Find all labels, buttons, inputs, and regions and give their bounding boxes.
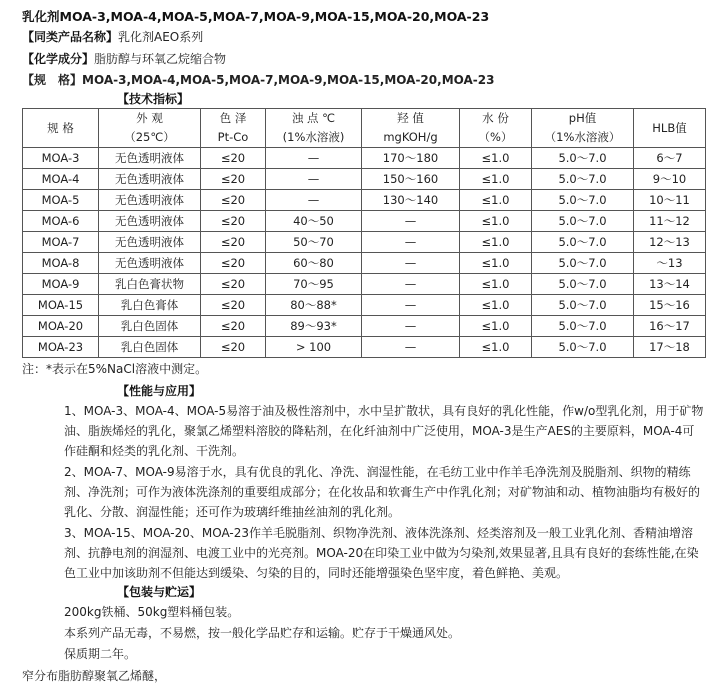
cell-hlb: 10～11 [634,190,706,211]
cell-hlb: 16～17 [634,316,706,337]
cell-ph: 5.0～7.0 [532,190,634,211]
cell-moisture: ≤1.0 [460,148,532,169]
cell-hydroxyl-value: — [362,316,460,337]
table-row [23,148,706,169]
table-row [23,169,706,190]
cell-cloud-point: 40～50 [266,211,362,232]
cell-cloud-point: 70～95 [266,274,362,295]
cell-color: ≤20 [201,316,266,337]
table-row [23,295,706,316]
same-product-value: 乳化剂AEO系列 [118,30,204,44]
cell-cloud-point: 50～70 [266,232,362,253]
cell-cloud-point: > 100 [266,337,362,358]
cell-hlb: 6～7 [634,148,706,169]
cell-moisture: ≤1.0 [460,169,532,190]
cell-hydroxyl-value: — [362,232,460,253]
table-note: 注：*表示在5%NaCl溶液中测定。 [22,362,208,376]
cell-moisture: ≤1.0 [460,253,532,274]
cell-hlb: 15～16 [634,295,706,316]
cell-moisture: ≤1.0 [460,295,532,316]
cell-moisture: ≤1.0 [460,190,532,211]
col-header-ph: pH值 （1%水溶液） [532,109,634,148]
col-header-cloud-point: 浊 点 ℃ (1%水溶液) [266,109,362,148]
packaging-line-1: 200kg铁桶、50kg塑料桶包装。 [64,605,240,619]
cell-hlb: 12～13 [634,232,706,253]
cell-hydroxyl-value: — [362,211,460,232]
cell-color: ≤20 [201,169,266,190]
cell-appearance: 乳白色膏体 [99,295,201,316]
col-header-hlb: HLB值 [634,109,706,148]
cell-appearance: 乳白色固体 [99,337,201,358]
cell-color: ≤20 [201,253,266,274]
cell-ph: 5.0～7.0 [532,295,634,316]
table-row [23,232,706,253]
cell-hydroxyl-value: — [362,274,460,295]
spec-value: MOA-3,MOA-4,MOA-5,MOA-7,MOA-9,MOA-15,MOA-20,MOA-23 [82,73,495,87]
cell-spec: MOA-4 [23,169,99,190]
cell-ph: 5.0～7.0 [532,337,634,358]
col-header-moisture: 水 份 （%） [460,109,532,148]
cell-moisture: ≤1.0 [460,211,532,232]
cell-color: ≤20 [201,190,266,211]
cell-appearance: 乳白色固体 [99,316,201,337]
cell-cloud-point: 60～80 [266,253,362,274]
page-title: 乳化剂MOA-3,MOA-4,MOA-5,MOA-7,MOA-9,MOA-15,MOA-20,MOA-23 [22,9,490,24]
cell-hydroxyl-value: 150～160 [362,169,460,190]
cell-spec: MOA-23 [23,337,99,358]
cell-cloud-point: — [266,148,362,169]
cell-spec: MOA-8 [23,253,99,274]
packaging-line-3: 保质期二年。 [64,647,137,661]
table-row [23,253,706,274]
table-row [23,316,706,337]
spec-table [22,108,706,358]
cell-ph: 5.0～7.0 [532,169,634,190]
cell-spec: MOA-5 [23,190,99,211]
cell-appearance: 无色透明液体 [99,232,201,253]
same-product-line [22,28,203,46]
cell-hydroxyl-value: 130～140 [362,190,460,211]
cell-hlb: 13～14 [634,274,706,295]
cell-cloud-point: 80～88* [266,295,362,316]
cell-hlb: ～13 [634,253,706,274]
cell-color: ≤20 [201,232,266,253]
cell-hlb: 9～10 [634,169,706,190]
cell-spec: MOA-3 [23,148,99,169]
cell-color: ≤20 [201,274,266,295]
cell-ph: 5.0～7.0 [532,316,634,337]
cell-hydroxyl-value: — [362,295,460,316]
cell-hydroxyl-value: — [362,253,460,274]
table-row [23,337,706,358]
cell-hydroxyl-value: 170～180 [362,148,460,169]
col-header-color: 色 泽 Pt-Co [201,109,266,148]
composition-label: 【化学成分】 [22,52,95,66]
cell-hydroxyl-value: — [362,337,460,358]
cell-ph: 5.0～7.0 [532,274,634,295]
composition-value: 脂肪醇与环氧乙烷缩合物 [94,52,227,66]
table-row [23,274,706,295]
col-header-spec: 规 格 [23,109,99,148]
performance-paragraph-3: 3、MOA-15、MOA-20、MOA-23作羊毛脱脂剂、织物净洗剂、液体洗涤剂、烃类溶剂及一般工业乳化剂、香精油增溶剂、抗静电剂的润湿剂、电渡工业中的光亮剂。MOA-20在印染工业中做为匀染剂,效果显著,且具有良好的套练性能,在染色工业中加该助剂不但能达到缓染、匀染的目的，同时还能增强染色坚牢度，着色鲜艳、美观。 [64,526,699,580]
performance-paragraph-1: 1、MOA-3、MOA-4、MOA-5易溶于油及极性溶剂中，水中呈扩散状，具有良好的乳化性能，作w/o型乳化剂，用于矿物油、脂族烯烃的乳化，聚氯乙烯塑料溶胶的降粘剂，在化纤油剂中广泛使用，MOA-3是生产AES的主要原料，MOA-4可作硅酮和烃类的乳化剂、干洗剂。 [64,404,704,458]
cell-cloud-point: — [266,169,362,190]
cell-spec: MOA-7 [23,232,99,253]
cell-color: ≤20 [201,211,266,232]
cell-appearance: 无色透明液体 [99,148,201,169]
cell-spec: MOA-20 [23,316,99,337]
tech-spec-label: 【技术指标】 [117,92,190,106]
bottom-text: 窄分布脂肪醇聚氧乙烯醚， [22,669,167,683]
packaging-label: 【包装与贮运】 [117,585,202,599]
spec-label: 【规 格】 [22,73,83,87]
cell-ph: 5.0～7.0 [532,253,634,274]
cell-spec: MOA-9 [23,274,99,295]
cell-color: ≤20 [201,295,266,316]
cell-moisture: ≤1.0 [460,232,532,253]
cell-cloud-point: 89～93* [266,316,362,337]
cell-spec: MOA-6 [23,211,99,232]
spec-line [22,71,494,89]
performance-paragraph-2: 2、MOA-7、MOA-9易溶于水，具有优良的乳化、净洗、润湿性能，在毛纺工业中作羊毛净洗剂及脱脂剂、织物的精练剂、净洗剂；可作为液体洗涤剂的重要组成部分；在化妆品和软膏生产中作乳化剂；对矿物油和动、植物油脂均有极好的乳化、分散、润湿性能；还可作为玻璃纤维抽丝油剂的乳化剂。 [64,465,701,519]
table-row [23,190,706,211]
cell-color: ≤20 [201,148,266,169]
cell-appearance: 无色透明液体 [99,211,201,232]
packaging-line-2: 本系列产品无毒，不易燃，按一般化学品贮存和运输。贮存于干燥通风处。 [64,626,461,640]
cell-color: ≤20 [201,337,266,358]
same-product-label: 【同类产品名称】 [22,30,119,44]
col-header-appearance: 外 观 （25℃） [99,109,201,148]
cell-appearance: 无色透明液体 [99,190,201,211]
cell-ph: 5.0～7.0 [532,148,634,169]
performance-label: 【性能与应用】 [117,384,202,398]
cell-spec: MOA-15 [23,295,99,316]
cell-ph: 5.0～7.0 [532,211,634,232]
table-header-row [23,109,706,148]
cell-appearance: 乳白色膏状物 [99,274,201,295]
cell-moisture: ≤1.0 [460,316,532,337]
cell-ph: 5.0～7.0 [532,232,634,253]
composition-line [22,50,226,68]
cell-appearance: 无色透明液体 [99,253,201,274]
cell-hlb: 17～18 [634,337,706,358]
cell-hlb: 11～12 [634,211,706,232]
cell-moisture: ≤1.0 [460,337,532,358]
cell-appearance: 无色透明液体 [99,169,201,190]
cell-cloud-point: — [266,190,362,211]
cell-moisture: ≤1.0 [460,274,532,295]
col-header-hydroxyl-value: 羟 值 mgKOH/g [362,109,460,148]
table-row [23,211,706,232]
